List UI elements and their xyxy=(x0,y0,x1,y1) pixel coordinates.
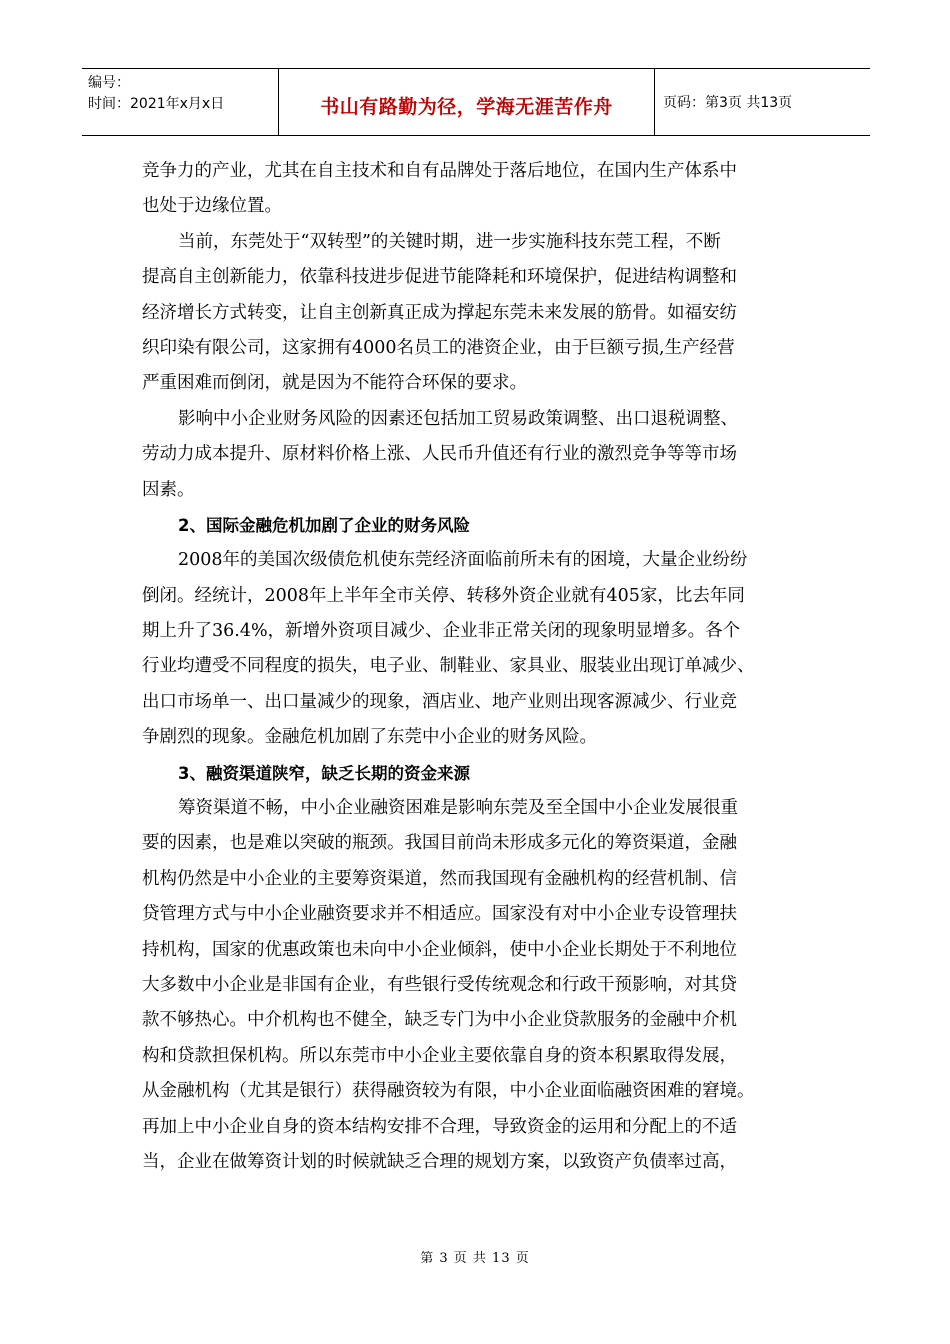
body-text-line: 行业均遭受不同程度的损失，电子业、制鞋业、家具业、服装业出现订单减少、 xyxy=(142,656,755,677)
body-text-line: 大多数中小企业是非国有企业，有些银行受传统观念和行政干预影响，对其贷 xyxy=(142,974,737,995)
body-text-line: 织印染有限公司，这家拥有4000名员工的港资企业，由于巨额亏损,生产经营 xyxy=(142,337,735,358)
body-text-line: 严重困难而倒闭，就是因为不能符合环保的要求。 xyxy=(142,373,527,394)
body-text-line: 筹资渠道不畅，中小企业融资困难是影响东莞及至全国中小企业发展很重 xyxy=(178,798,738,819)
body-text-line: 当，企业在做筹资计划的时候就缺乏合理的规划方案，以致资产负债率过高， xyxy=(142,1151,737,1172)
body-text-line: 构和贷款担保机构。所以东莞市中小企业主要依靠自身的资本积累取得发展， xyxy=(142,1045,737,1066)
body-text-line: 款不够热心。中介机构也不健全，缺乏专门为中小企业贷款服务的金融中介机 xyxy=(142,1010,737,1031)
body-text-line: 持机构，国家的优惠政策也未向中小企业倾斜，使中小企业长期处于不利地位 xyxy=(142,939,737,960)
body-text-line: 期上升了36.4%，新增外资项目减少、企业非正常关闭的现象明显增多。各个 xyxy=(142,621,741,642)
body-text-line: 倒闭。经统计，2008年上半年全市关停、转移外资企业就有405家，比去年同 xyxy=(142,585,745,606)
body-text-line: 当前，东莞处于“双转型”的关键时期，进一步实施科技东莞工程，不断 xyxy=(178,231,721,252)
body-text-line: 要的因素，也是难以突破的瓶颈。我国目前尚未形成多元化的筹资渠道，金融 xyxy=(142,833,737,854)
header-meta xyxy=(82,69,278,135)
header-page-info-cell xyxy=(655,69,870,135)
document-date: 时间：2021年x月x日 xyxy=(88,96,225,112)
body-text-line: 贷管理方式与中小企业融资要求并不相适应。国家没有对中小企业专设管理扶 xyxy=(142,904,737,925)
body-text-line: 竞争力的产业，尤其在自主技术和自有品牌处于落后地位，在国内生产体系中 xyxy=(142,161,737,181)
document-number: 编号： xyxy=(88,75,130,91)
body-text-line: 从金融机构（尤其是银行）获得融资较为有限，中小企业面临融资困难的窘境。 xyxy=(142,1081,755,1102)
page-footer: 第 3 页 共 13 页 xyxy=(420,1251,530,1266)
body-text-line: 影响中小企业财务风险的因素还包括加工贸易政策调整、出口退税调整、 xyxy=(178,408,738,429)
header-motto: 书山有路勤为径，学海无涯苦作舟 xyxy=(320,95,613,118)
body-text-line: 经济增长方式转变，让自主创新真正成为撑起东莞未来发展的筋骨。如福安纺 xyxy=(142,302,737,323)
body-text-line: 也处于边缘位置。 xyxy=(142,196,282,217)
body-text-line: 争剧烈的现象。金融危机加剧了东莞中小企业的财务风险。 xyxy=(142,727,597,748)
document-header xyxy=(82,68,870,136)
document-body xyxy=(142,154,812,1180)
body-text-line: 劳动力成本提升、原材料价格上涨、人民币升值还有行业的激烈竞争等等市场 xyxy=(142,444,737,465)
body-text-line: 机构仍然是中小企业的主要筹资渠道，然而我国现有金融机构的经营机制、信 xyxy=(142,868,737,889)
body-text-line: 因素。 xyxy=(142,479,195,500)
body-text-line: 2008年的美国次级债危机使东莞经济面临前所未有的困境，大量企业纷纷 xyxy=(178,550,748,571)
body-text-line: 出口市场单一、出口量减少的现象，酒店业、地产业则出现客源减少、行业竞 xyxy=(142,691,737,712)
header-motto-cell xyxy=(278,69,655,135)
section-heading: 2、国际金融危机加剧了企业的财务风险 xyxy=(178,515,470,535)
body-text-line: 提高自主创新能力，依靠科技进步促进节能降耗和环境保护，促进结构调整和 xyxy=(142,267,737,288)
header-page-info: 页码：第3页 共13页 xyxy=(663,95,793,111)
body-text-line: 再加上中小企业自身的资本结构安排不合理，导致资金的运用和分配上的不适 xyxy=(142,1116,737,1137)
section-heading: 3、融资渠道陕窄，缺乏长期的资金来源 xyxy=(178,763,470,783)
